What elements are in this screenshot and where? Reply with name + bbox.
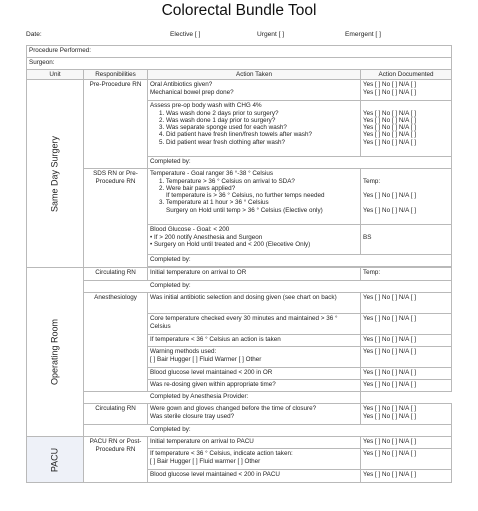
yn-checkbox[interactable]: Yes [ ] No [ ] N/A [ ] <box>361 314 452 335</box>
yn-checkbox[interactable]: Yes [ ] No [ ] N/A [ ] <box>363 88 416 96</box>
yn-checkbox[interactable]: Yes [ ] No [ ] N/A [ ] <box>363 405 416 413</box>
resp-anesthesiology: Anesthesiology <box>84 293 148 392</box>
action-temperature-action: If temperature < 36 ° Celsius an action is taken <box>148 335 361 347</box>
chg-item: 4. Did patient have fresh linen/fresh towels after wash? <box>159 131 312 139</box>
completed-by-field[interactable]: Completed by: <box>84 425 452 437</box>
yn-checkbox[interactable]: Yes [ ] No [ ] N/A [ ] <box>363 412 416 420</box>
table-row <box>27 80 452 101</box>
table-row <box>27 268 452 281</box>
action-or-temperature: Initial temperature on arrival to OR <box>148 268 361 281</box>
unit-label: Operating Room <box>49 319 60 386</box>
completed-by-anesthesia-field[interactable]: Completed by Anesthesia Provider: <box>84 392 361 404</box>
chg-item: 3. Was separate sponge used for each wash? <box>159 124 287 132</box>
action-core-temperature: Core temperature checked every 30 minutes and maintained > 36 ° Celsius <box>148 314 361 335</box>
action-antibiotic-dosing: Was initial antibiotic selection and dosing given (see chart on back) <box>148 293 361 314</box>
emergent-checkbox[interactable]: Emergent [ ] <box>345 31 381 38</box>
temp-item: 2. Were bair paws applied? <box>159 184 236 192</box>
yn-checkbox[interactable]: Yes [ ] No [ ] N/A [ ] <box>363 109 416 117</box>
table-header <box>27 70 452 80</box>
table-row <box>27 437 452 449</box>
temp-field[interactable]: Temp: <box>363 177 381 185</box>
yn-checkbox[interactable]: Yes [ ] No [ ] N/A [ ] <box>361 437 452 449</box>
table-row <box>27 425 452 437</box>
temp-field[interactable]: Temp: <box>361 268 452 281</box>
warming-options[interactable]: [ ] Bair Hugger [ ] Fluid Warmer [ ] Other <box>150 355 262 363</box>
temp-item: 1. Temperature > 36 ° Celsius on arrival to SDA? <box>159 177 295 185</box>
yn-checkbox[interactable]: Yes [ ] No [ ] N/A [ ] <box>363 116 416 124</box>
table-row <box>27 281 452 293</box>
resp-circulating-rn: Circulating RN <box>84 268 148 281</box>
resp-pre-procedure-rn: Pre-Procedure RN <box>84 80 148 169</box>
temp-item: 3. Temperature at 1 hour > 36 ° Celsius <box>159 199 269 207</box>
bundle-table <box>26 45 452 483</box>
chg-item: 1. Was wash done 2 days prior to surgery? <box>159 109 279 117</box>
action-or-glucose: Blood glucose level maintained < 200 in OR <box>148 368 361 380</box>
table-row <box>27 392 452 404</box>
action-bowel-prep: Mechanical bowel prep done? <box>150 88 234 96</box>
yn-checkbox[interactable]: Yes [ ] No [ ] N/A [ ] <box>363 124 416 132</box>
resp-pacu-rn: PACU RN or Post-Procedure RN <box>84 437 148 483</box>
warming-options[interactable]: [ ] Bair Hugger [ ] Fluid warmer [ ] Other <box>150 457 261 465</box>
temp-note: If temperature is > 36 ° Celsius, no further temps needed <box>166 192 325 200</box>
action-sterile-tray: Was sterile closure tray used? <box>150 412 235 420</box>
bs-field[interactable]: BS <box>363 233 372 241</box>
yn-checkbox[interactable]: Yes [ ] No [ ] N/A [ ] <box>361 368 452 380</box>
action-oral-antibiotics: Oral Antibiotics given? <box>150 81 213 89</box>
action-redosing: Was re-dosing given within appropriate time? <box>148 380 361 392</box>
yn-checkbox[interactable]: Yes [ ] No [ ] N/A [ ] <box>361 380 452 392</box>
yn-checkbox[interactable]: Yes [ ] No [ ] N/A [ ] <box>361 470 452 483</box>
glucose-item: • Surgery on Hold until treated and < 200 (Elecetive Only) <box>150 240 311 248</box>
chg-item: 5. Did patient wear fresh clothing after wash? <box>159 138 286 146</box>
yn-checkbox[interactable]: Yes [ ] No [ ] N/A [ ] <box>363 138 416 146</box>
unit-label: PACU <box>49 447 60 472</box>
unit-pacu <box>27 437 84 483</box>
unit-label: Same Day Surgery <box>49 135 60 212</box>
header-unit: Unit <box>27 70 84 80</box>
action-chg-wash: Assess pre-op body wash with CHG 4% <box>150 102 262 110</box>
completed-by-field[interactable]: Completed by: <box>148 157 452 169</box>
completed-by-field[interactable]: Completed by: <box>84 281 452 293</box>
yn-checkbox[interactable]: Yes [ ] No [ ] N/A [ ] <box>363 192 416 200</box>
action-pacu-glucose: Blood glucose level maintained < 200 in PACU <box>148 470 361 483</box>
table-row <box>27 404 452 425</box>
table-row <box>27 293 452 314</box>
yn-checkbox[interactable]: Yes [ ] No [ ] N/A [ ] <box>363 206 416 214</box>
glucose-item: • If > 200 notify Anesthesia and Surgeon <box>150 233 263 241</box>
action-warming-methods: Warning methods used: <box>150 348 217 356</box>
yn-checkbox[interactable]: Yes [ ] No [ ] N/A [ ] <box>361 347 452 368</box>
action-pacu-temperature: Initial temperature on arrival to PACU <box>148 437 361 449</box>
action-pacu-temp-action: If temperature < 36 ° Celsius, indicate action taken: <box>150 450 293 458</box>
yn-checkbox[interactable]: Yes [ ] No [ ] N/A [ ] <box>363 131 416 139</box>
chg-item: 2. Was wash done 1 day prior to surgery? <box>159 116 276 124</box>
yn-checkbox[interactable]: Yes [ ] No [ ] N/A [ ] <box>363 81 416 89</box>
yn-checkbox[interactable]: Yes [ ] No [ ] N/A [ ] <box>361 293 452 314</box>
resp-circulating-rn: Circulating RN <box>84 404 148 425</box>
date-field[interactable]: Date: <box>26 31 42 38</box>
header-action-documented: Action Documented <box>361 70 452 80</box>
completed-by-field[interactable]: Completed by: <box>148 255 452 267</box>
action-blood-glucose: Blood Glucose - Goal: < 200 <box>150 226 230 234</box>
page-title: Colorectal Bundle Tool <box>161 2 317 19</box>
unit-operating-room <box>27 268 84 437</box>
surgeon-field[interactable]: Surgeon: <box>27 58 452 70</box>
table-row <box>27 169 452 225</box>
header-action-taken: Action Taken <box>148 70 361 80</box>
yn-checkbox[interactable]: Yes [ ] No [ ] N/A [ ] <box>361 449 452 470</box>
unit-same-day-surgery <box>27 80 84 268</box>
action-temperature-goal: Temperature - Goal ranger 36 °-38 ° Celsius <box>150 170 273 178</box>
header-responsibilities: Responibilities <box>84 70 148 80</box>
temp-note: Surgery on Hold until temp > 36 ° Celsius (Elective only) <box>166 206 323 214</box>
elective-checkbox[interactable]: Elective [ ] <box>170 31 201 38</box>
action-gown-gloves: Were gown and gloves changed before the time of closure? <box>150 405 317 413</box>
resp-sds-rn: SDS RN or Pre-Procedure RN <box>84 169 148 268</box>
yn-checkbox[interactable]: Yes [ ] No [ ] N/A [ ] <box>361 335 452 347</box>
urgent-checkbox[interactable]: Urgent [ ] <box>257 31 285 38</box>
procedure-field[interactable]: Procedure Performed: <box>27 46 452 58</box>
